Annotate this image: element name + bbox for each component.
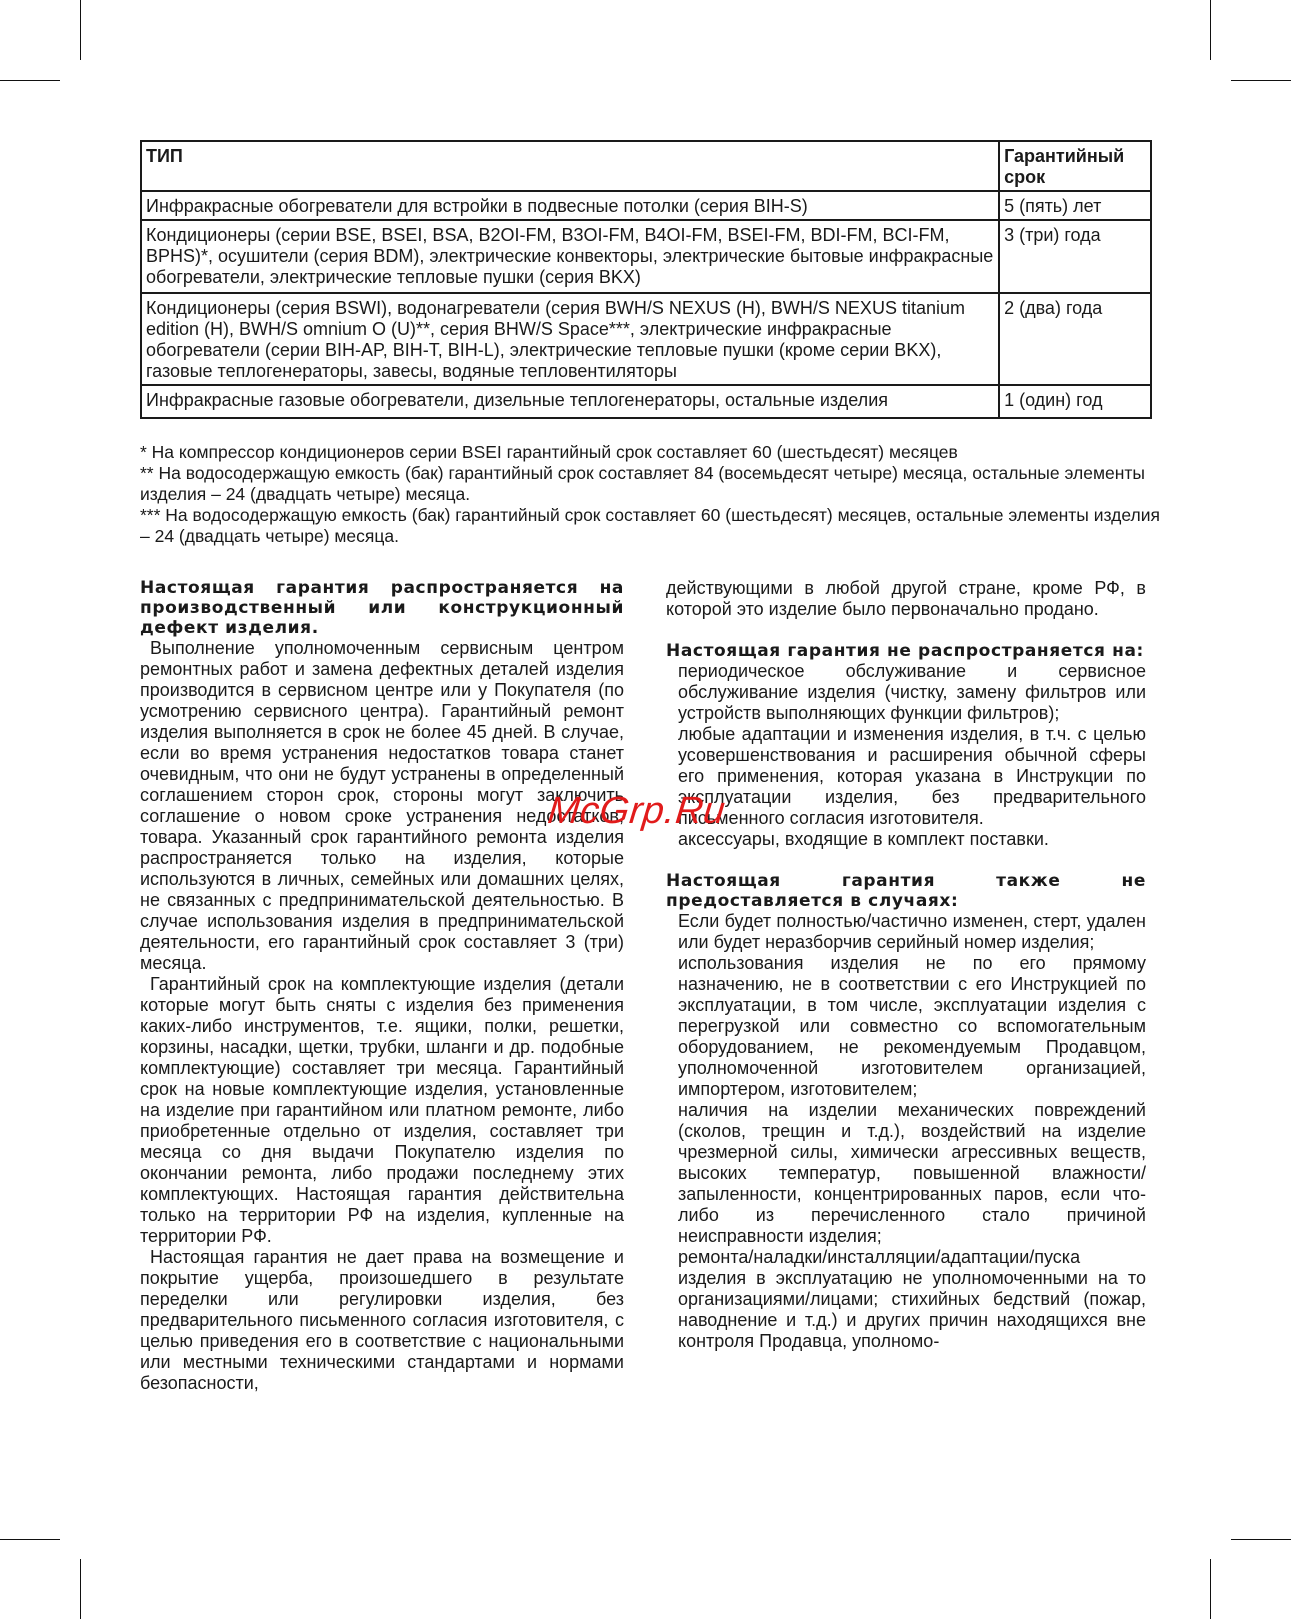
row-type: Инфракрасные обогреватели для встройки в подвесные потолки (серия BIH-S): [141, 191, 999, 220]
paragraph: Настоящая гарантия не дает права на возмещение и покрытие ущерба, произошедшего в результате переделки или регулировки изделия, без предварительного письменного согласия изготовителя, с целью приведения его в соответствие с национальными или местными техническими стандартами и нормами безопасности,: [140, 1247, 624, 1393]
table-header-row: [141, 141, 1151, 191]
table-row: [141, 191, 1151, 220]
section-heading: Настоящая гарантия также не предоставляется в случаях:: [666, 871, 1146, 911]
list-item: наличия на изделии механических повреждений (сколов, трещин и т.д.), воздействий на изделие чрезмерной силы, химически агрессивных веществ, высоких температур, повышенной влажности/запыленности, концентрированных паров, если что-либо из перечисленного стало причиной неисправности изделия;: [678, 1100, 1146, 1246]
list-item: Если будет полностью/частично изменен, стерт, удален или будет неразборчив серийный номер изделия;: [678, 911, 1146, 952]
crop-mark: [80, 1559, 81, 1619]
row-term: 2 (два) года: [999, 293, 1151, 385]
list-item: аксессуары, входящие в комплект поставки.: [678, 829, 1049, 849]
list-item: ремонта/наладки/инсталляции/адаптации/пуска изделия в эксплуатацию не уполномоченными на то организациями/лицами; стихийных бедствий (пожар, наводнение и т.д.) и других причин находящихся вне контроля Продавца, уполномо-: [678, 1247, 1146, 1351]
section-heading: Настоящая гарантия распространяется на производственный или конструкционный дефект изделия.: [140, 578, 624, 638]
crop-mark: [1231, 1539, 1291, 1540]
watermark: McGrp.Ru: [545, 790, 728, 832]
paragraph-continuation: действующими в любой другой стране, кроме РФ, в которой это изделие было первоначально продано.: [666, 578, 1146, 619]
crop-mark: [1210, 0, 1211, 60]
list-item: использования изделия не по его прямому назначению, не в соответствии с его Инструкцией по эксплуатации, в том числе, эксплуатации изделия с перегрузкой или совместно со вспомогательным оборудованием, не рекомендуемым Продавцом, уполномоченной изготовителем организацией, импортером, изготовителем;: [678, 953, 1146, 1099]
row-type: Инфракрасные газовые обогреватели, дизельные теплогенераторы, остальные изделия: [141, 385, 999, 418]
paragraph: Выполнение уполномоченным сервисным центром ремонтных работ и замена дефектных деталей изделия производится в сервисном центре или у Покупателя (по усмотрению сервисного центра). Гарантийный ремонт изделия выполняется в срок не более 45 дней. В случае, если во время устранения недостатков товара станет очевидным, что они не будут устранены в определенный соглашением сторон срок, стороны могут заключить соглашение о новом сроке устранения недостатков, товара. Указанный срок гарантийного ремонта изделия распространяется только на изделия, которые используются в личных, семейных или домашних целях, не связанных с предпринимательской деятельностью. В случае использования изделия в предпринимательской деятельности, его гарантийный срок составляет 3 (три) месяца.: [140, 638, 624, 973]
warranty-table: [140, 140, 1152, 419]
paragraph: Гарантийный срок на комплектующие изделия (детали которые могут быть сняты с изделия без применения каких-либо инструментов, т.е. ящики, полки, решетки, корзины, насадки, щетки, трубки, шланги и др. подобные комплектующие) составляет три месяца. Гарантийный срок на новые комплектующие изделия, установленные на изделие при гарантийном или платном ремонте, либо приобретенные отдельно от изделия, составляет три месяца со дня выдачи Покупателю изделия по окончании ремонта, либо продажи последнему этих комплектующих. Настоящая гарантия действительна только на территории РФ на изделия, купленные на территории РФ.: [140, 974, 624, 1246]
right-column: [666, 578, 1146, 1352]
row-term: 5 (пять) лет: [999, 191, 1151, 220]
crop-mark: [0, 80, 60, 81]
table-row: [141, 293, 1151, 385]
section-heading: Настоящая гарантия не распространяется на:: [666, 641, 1144, 661]
footnotes: [140, 442, 1160, 547]
header-type: ТИП: [141, 141, 999, 191]
row-type: Кондиционеры (серии BSE, BSEI, BSA, B2OI-FM, B3OI-FM, B4OI-FM, BSEI-FM, BDI-FM, BCI-FM, BPHS)*, осушители (серия BDM), электрические конвекторы, электрические бытовые инфракрасные обогреватели, электрические тепловые пушки (серия BKX): [141, 220, 999, 293]
footnote: ** На водосодержащую емкость (бак) гарантийный срок составляет 84 (восемьдесят четыре) месяца, остальные элементы изделия – 24 (двадцать четыре) месяца.: [140, 463, 1145, 504]
table-row: [141, 385, 1151, 418]
crop-mark: [1231, 80, 1291, 81]
footnote: *** На водосодержащую емкость (бак) гарантийный срок составляет 60 (шестьдесят) месяцев, остальные элементы изделия – 24 (двадцать четыре) месяца.: [140, 505, 1160, 546]
left-column: [140, 578, 624, 1394]
crop-mark: [80, 0, 81, 60]
footnote: * На компрессор кондиционеров серии BSEI гарантийный срок составляет 60 (шестьдесят) месяцев: [140, 442, 958, 462]
list-item: любые адаптации и изменения изделия, в т.ч. с целью усовершенствования и расширения обычной сферы его применения, которая указана в Инструкции по эксплуатации изделия, без предварительного письменного согласия изготовителя.: [678, 724, 1146, 828]
list-item: периодическое обслуживание и сервисное обслуживание изделия (чистку, замену фильтров или устройств выполняющих функции фильтров);: [678, 661, 1146, 723]
row-term: 1 (один) год: [999, 385, 1151, 418]
row-type: Кондиционеры (серия BSWI), водонагреватели (серия BWH/S NEXUS (H), BWH/S NEXUS titanium edition (H), BWH/S omnium O (U)**, серия BHW/S Space***, электрические инфракрасные обогреватели (серии BIH-AP, BIH-T, BIH-L), электрические тепловые пушки (кроме серии BKX), газовые теплогенераторы, завесы, водяные тепловентиляторы: [141, 293, 999, 385]
table-row: [141, 220, 1151, 293]
crop-mark: [0, 1539, 60, 1540]
crop-mark: [1210, 1559, 1211, 1619]
row-term: 3 (три) года: [999, 220, 1151, 293]
header-term: Гарантийный срок: [999, 141, 1151, 191]
